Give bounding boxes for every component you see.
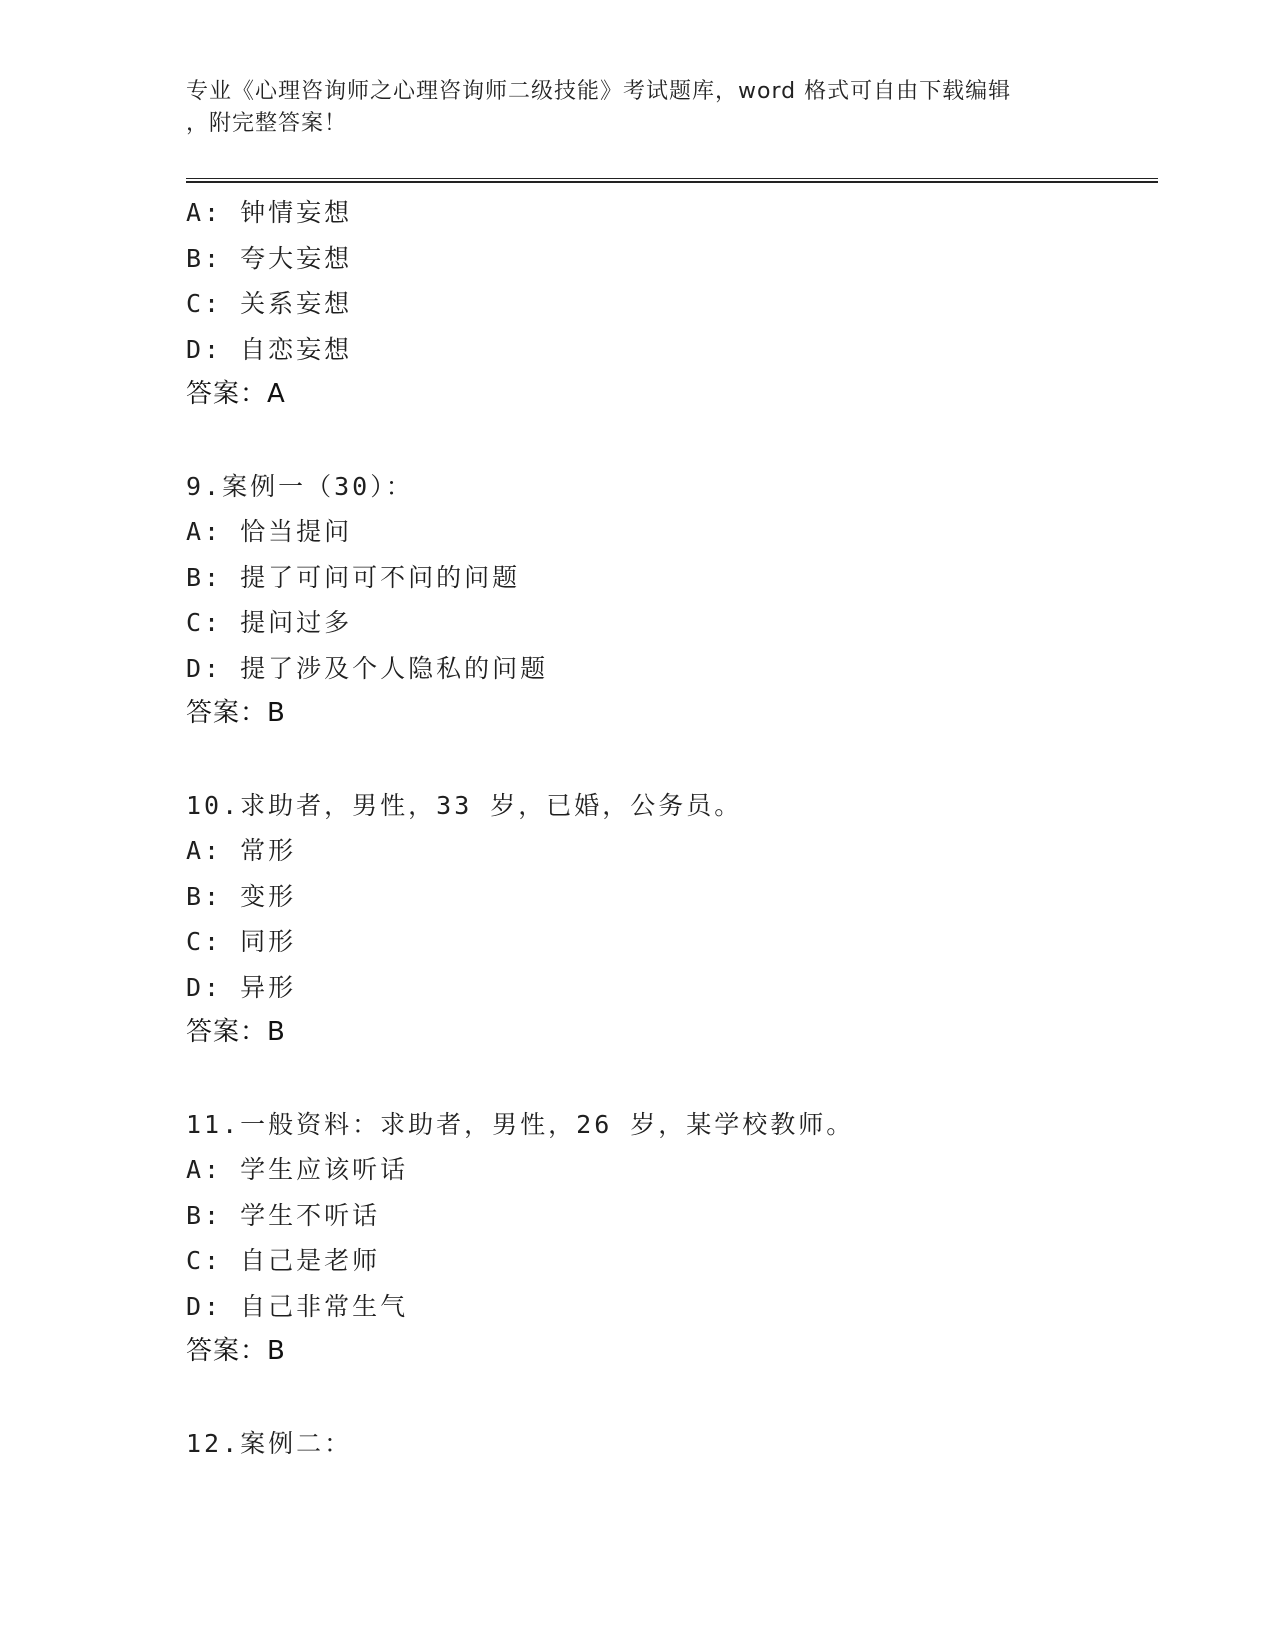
option-b: B: 提了可问可不问的问题 (186, 562, 521, 592)
header-divider-thick (186, 181, 1158, 183)
answer-line: 答案：A (186, 379, 286, 409)
header-divider-thin (186, 178, 1158, 179)
option-a: A: 钟情妄想 (186, 198, 353, 227)
answer-line: 答案：B (186, 698, 286, 728)
option-c: C: 自己是老师 (186, 1246, 381, 1275)
question-block-10 (186, 783, 1146, 1056)
question-list (186, 190, 1146, 1466)
answer-line: 答案：B (186, 1336, 286, 1366)
option-c: C: 同形 (186, 927, 297, 956)
question-text: 12.案例二： (186, 1428, 353, 1458)
question-block-9 (186, 464, 1146, 737)
question-block-8 (186, 190, 1146, 418)
option-d: D: 异形 (186, 972, 297, 1002)
header-line-2: ，附完整答案！ (186, 111, 348, 136)
document-header (186, 76, 1106, 140)
option-b: B: 学生不听话 (186, 1200, 381, 1230)
question-text: 9.案例一（30）： (186, 471, 414, 501)
answer-line: 答案：B (186, 1017, 286, 1047)
option-b: B: 夸大妄想 (186, 243, 353, 273)
option-c: C: 提问过多 (186, 608, 353, 637)
option-c: C: 关系妄想 (186, 289, 353, 318)
question-text: 11.一般资料：求助者，男性，26 岁，某学校教师。 (186, 1109, 855, 1139)
option-a: A: 学生应该听话 (186, 1155, 409, 1184)
option-d: D: 自恋妄想 (186, 334, 353, 364)
question-block-12 (186, 1421, 1146, 1467)
header-line-1: 专业《心理咨询师之心理咨询师二级技能》考试题库，word 格式可自由下载编辑 (186, 79, 1012, 104)
option-d: D: 自己非常生气 (186, 1291, 409, 1321)
option-a: A: 常形 (186, 836, 297, 865)
option-a: A: 恰当提问 (186, 517, 353, 546)
question-block-11 (186, 1102, 1146, 1375)
question-text: 10.求助者，男性，33 岁，已婚，公务员。 (186, 790, 743, 820)
option-b: B: 变形 (186, 881, 297, 911)
option-d: D: 提了涉及个人隐私的问题 (186, 653, 549, 683)
